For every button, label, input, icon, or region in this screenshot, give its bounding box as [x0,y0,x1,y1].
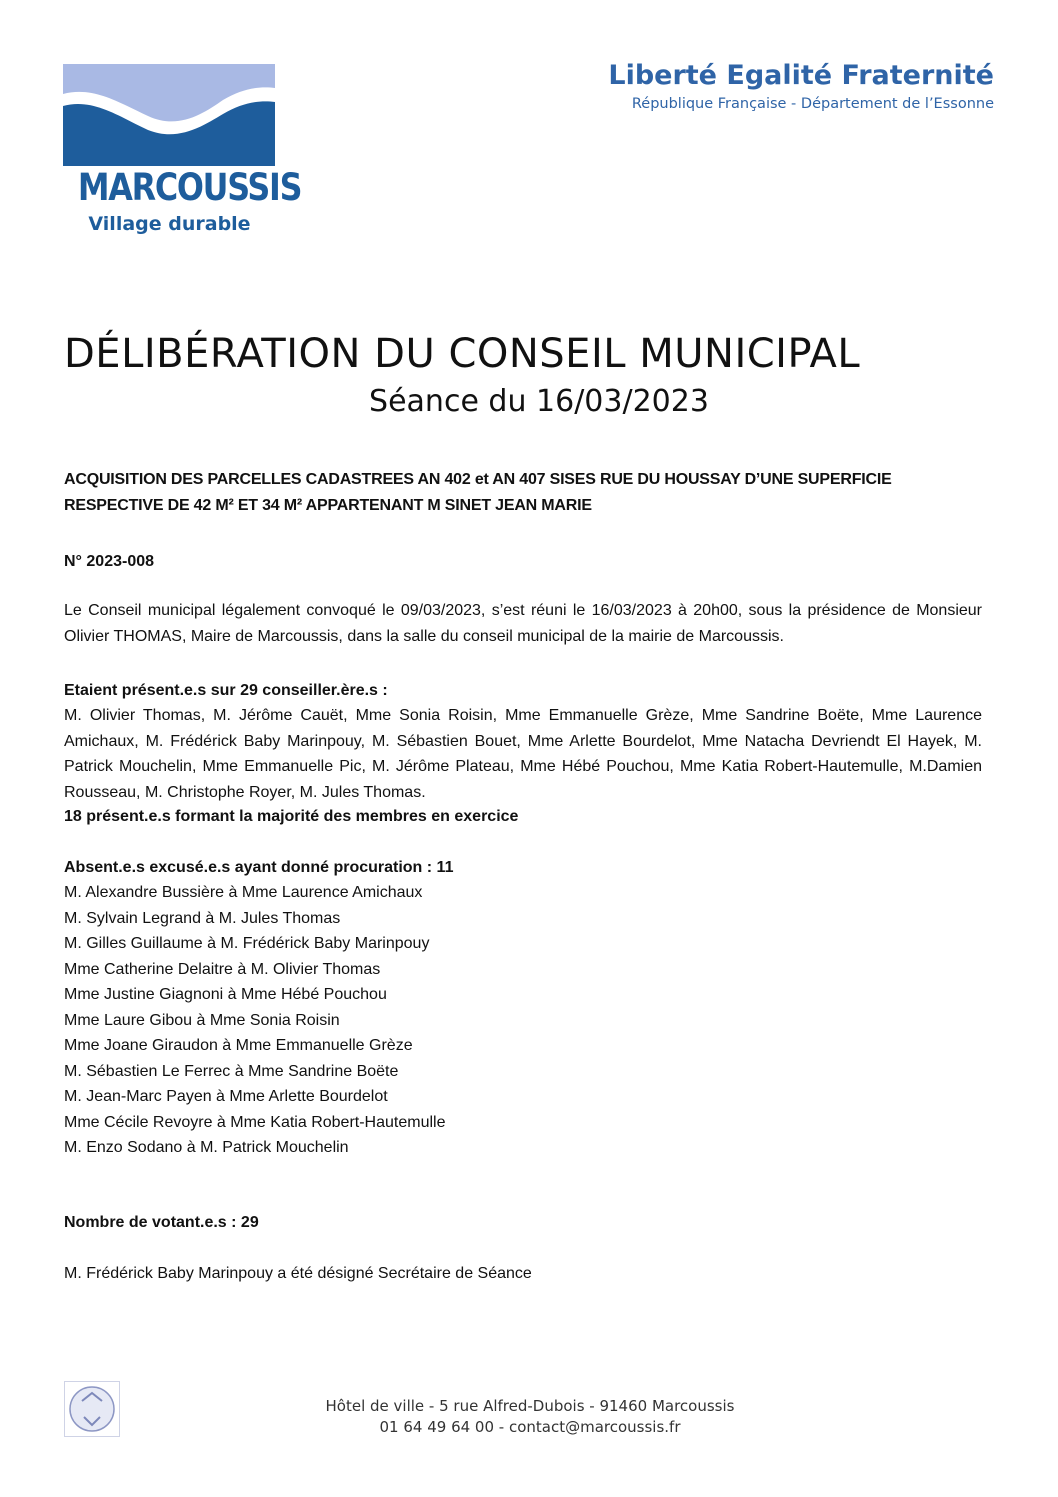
republic-motto [608,58,994,114]
list-item: Mme Cécile Revoyre à Mme Katia Robert-Hautemulle [64,1113,446,1131]
present-heading: Etaient présent.e.s sur 29 conseiller.ère.s : [64,682,388,699]
list-item: Mme Catherine Delaitre à M. Olivier Thomas [64,960,381,978]
list-item: M. Enzo Sodano à M. Patrick Mouchelin [64,1139,349,1156]
present-list: M. Olivier Thomas, M. Jérôme Cauët, Mme Sonia Roisin, Mme Emmanuelle Grèze, Mme Sandrine Boëte, Mme Laurence Amichaux, M. Frédérick Baby Marinpouy, M. Sébastien Bouet, Mme Arlette Bourdelot, Mme Natacha Devriendt El Hayek, M. Patrick Mouchelin, Mme Emmanuelle Pic, M. Jérôme Plateau, Mme Hébé Pouchou, Mme Katia Robert-Hautemulle, M.Damien Rousseau, M. Christophe Royer, M. Jules Thomas. [64,707,982,801]
list-item: Mme Laure Gibou à Mme Sonia Roisin [64,1011,340,1029]
motto-main: Liberté Egalité Fraternité [608,60,994,91]
motto-subtitle: République Française - Département de l’Essonne [631,96,994,112]
secretary-line: M. Frédérick Baby Marinpouy a été désigné Secrétaire de Séance [64,1265,532,1282]
logo-wave-icon [63,64,275,166]
list-item: M. Jean-Marc Payen à Mme Arlette Bourdelot [64,1088,388,1105]
logo-name: MARCOUSSIS [77,166,302,209]
absent-heading: Absent.e.s excusé.e.s ayant donné procuration : 11 [64,859,454,876]
list-item: M. Alexandre Bussière à Mme Laurence Amichaux [64,884,423,901]
marcoussis-logo [63,64,302,239]
footer [220,1396,840,1438]
intro-paragraph: Le Conseil municipal légalement convoqué le 09/03/2023, s’est réuni le 16/03/2023 à 20h00, sous la présidence de Monsieur Olivier THOMAS, Maire de Marcoussis, dans la salle du conseil municipal de la mairie de Marcoussis. [64,602,982,645]
logo-tagline: Village durable [88,213,251,235]
list-item: M. Sébastien Le Ferrec à Mme Sandrine Boëte [64,1062,399,1080]
votants-count: Nombre de votant.e.s : 29 [64,1214,259,1231]
list-item: Mme Joane Giraudon à Mme Emmanuelle Grèze [64,1037,413,1054]
page-title: DÉLIBÉRATION DU CONSEIL MUNICIPAL [64,331,861,377]
list-item: M. Gilles Guillaume à M. Frédérick Baby Marinpouy [64,935,430,952]
list-item: Mme Justine Giagnoni à Mme Hébé Pouchou [64,986,387,1003]
footer-address: Hôtel de ville - 5 rue Alfred-Dubois - 91460 Marcoussis [325,1397,735,1415]
session-date: Séance du 16/03/2023 [369,384,709,419]
footer-contact: 01 64 49 64 00 - contact@marcoussis.fr [379,1418,681,1436]
list-item: M. Sylvain Legrand à M. Jules Thomas [64,909,341,927]
deliberation-subject: ACQUISITION DES PARCELLES CADASTREES AN 402 et AN 407 SISES RUE DU HOUSSAY D’UNE SUPERFICIE RESPECTIVE DE 42 M² ET 34 M² APPARTENANT M SINET JEAN MARIE [64,471,892,514]
recycled-paper-icon [64,1381,120,1437]
absent-list [64,880,982,1161]
deliberation-number: N° 2023-008 [64,553,155,570]
present-summary: 18 présent.e.s formant la majorité des membres en exercice [64,808,519,825]
